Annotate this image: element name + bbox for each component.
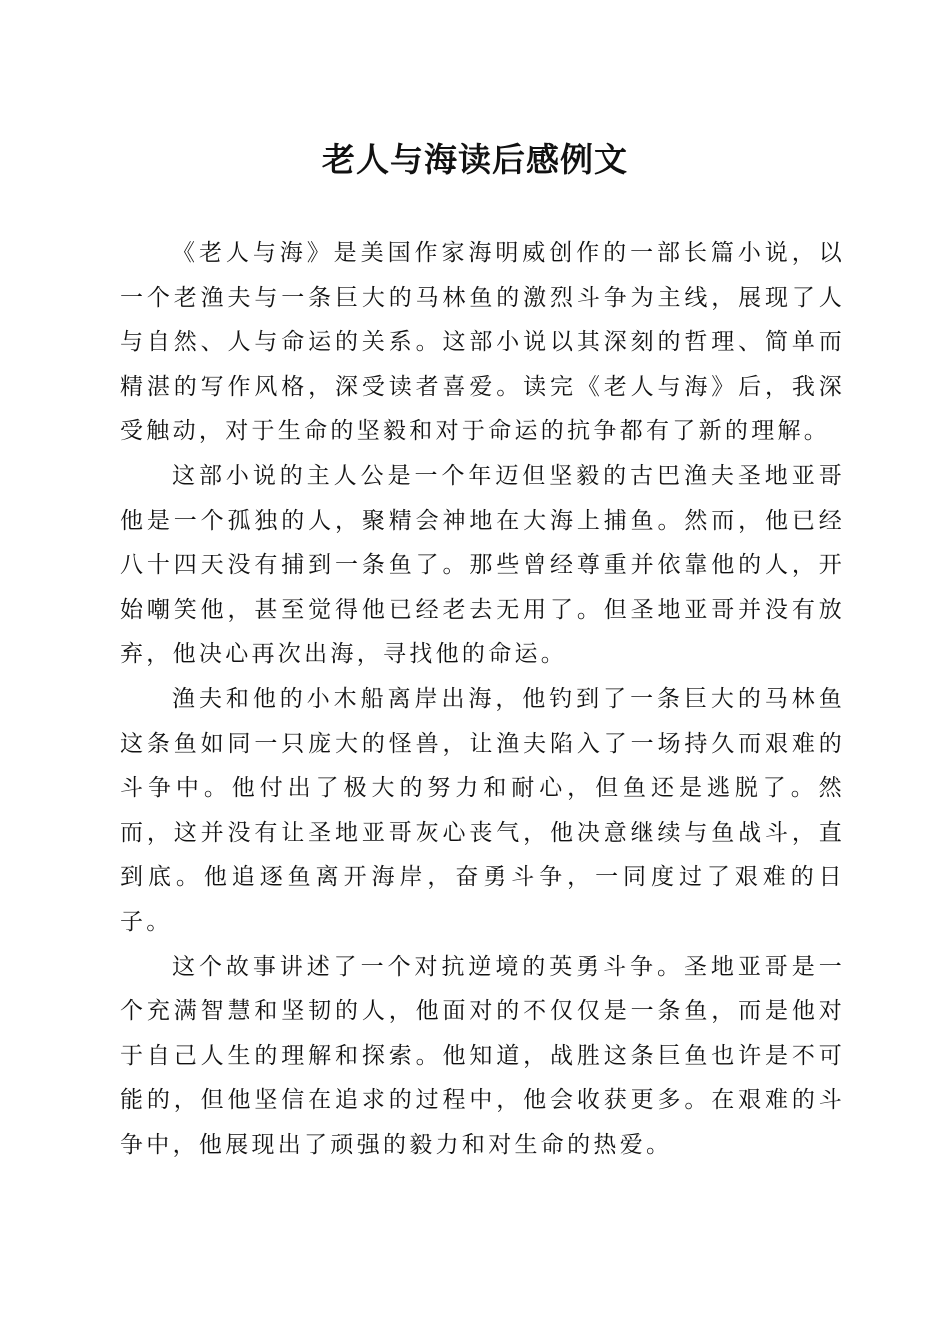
document-body xyxy=(120,231,845,1167)
paragraph-4: 这个故事讲述了一个对抗逆境的英勇斗争。圣地亚哥是一个充满智慧和坚韧的人，他面对的不仅仅是一条鱼，而是他对于自己人生的理解和探索。他知道，战胜这条巨鱼也许是不可能的，但他坚信在追求的过程中，他会收获更多。在艰难的斗争中，他展现出了顽强的毅力和对生命的热爱。 xyxy=(120,953,845,1158)
paragraph-1: 《老人与海》是美国作家海明威创作的一部长篇小说，以一个老渔夫与一条巨大的马林鱼的激烈斗争为主线，展现了人与自然、人与命运的关系。这部小说以其深刻的哲理、简单而精湛的写作风格，深受读者喜爱。读完《老人与海》后，我深受触动，对于生命的坚毅和对于命运的抗争都有了新的理解。 xyxy=(120,240,845,445)
document-title: 老人与海读后感例文 xyxy=(322,140,628,179)
paragraph-3: 渔夫和他的小木船离岸出海，他钓到了一条巨大的马林鱼这条鱼如同一只庞大的怪兽，让渔夫陷入了一场持久而艰难的斗争中。他付出了极大的努力和耐心，但鱼还是逃脱了。然而，这并没有让圣地亚哥灰心丧气，他决意继续与鱼战斗，直到底。他追逐鱼离开海岸，奋勇斗争，一同度过了艰难的日子。 xyxy=(120,685,845,935)
paragraph-2: 这部小说的主人公是一个年迈但坚毅的古巴渔夫圣地亚哥他是一个孤独的人，聚精会神地在大海上捕鱼。然而，他已经八十四天没有捕到一条鱼了。那些曾经尊重并依靠他的人，开始嘲笑他，甚至觉得他已经老去无用了。但圣地亚哥并没有放弃，他决心再次出海，寻找他的命运。 xyxy=(120,462,845,668)
